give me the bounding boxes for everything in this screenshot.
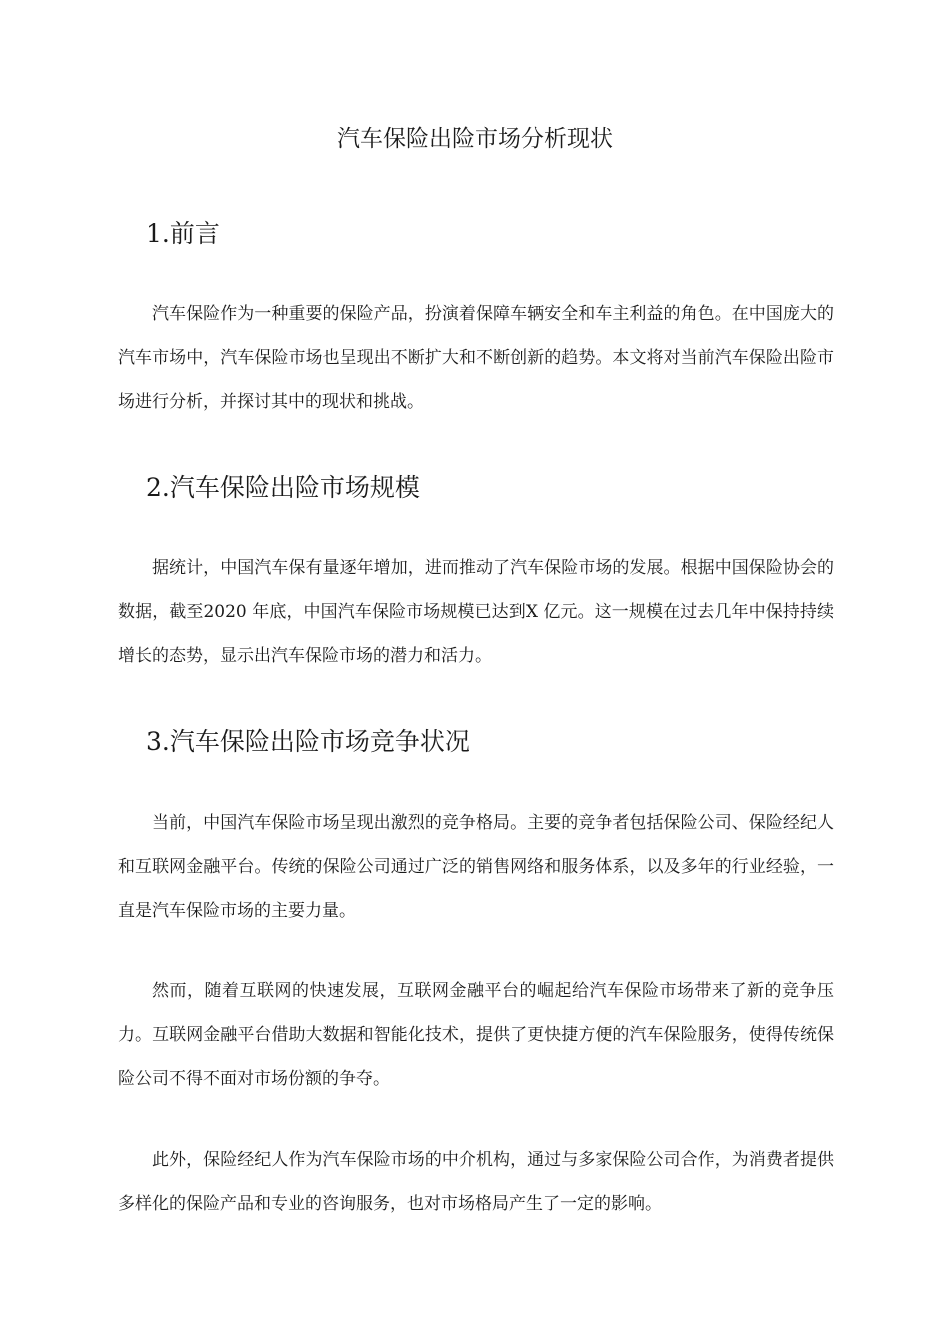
paragraph-preface: 汽车保险作为一种重要的保险产品，扮演着保障车辆安全和车主利益的角色。在中国庞大的汽车市场中，汽车保险市场也呈现出不断扩大和不断创新的趋势。本文将对当前汽车保险出险市场进行分析，并探讨其中的现状和挑战。 bbox=[118, 304, 834, 412]
paragraph-competition-3: 此外，保险经纪人作为汽车保险市场的中介机构，通过与多家保险公司合作，为消费者提供多样化的保险产品和专业的咨询服务，也对市场格局产生了一定的影响。 bbox=[118, 1150, 834, 1214]
section-heading-competition: 3.汽车保险出险市场竞争状况 bbox=[146, 727, 470, 756]
paragraph-market-size: 据统计，中国汽车保有量逐年增加，进而推动了汽车保险市场的发展。根据中国保险协会的数据，截至2020 年底，中国汽车保险市场规模已达到X 亿元。这一规模在过去几年中保持持续增长的态势，显示出汽车保险市场的潜力和活力。 bbox=[118, 558, 834, 666]
paragraph-competition-2: 然而，随着互联网的快速发展，互联网金融平台的崛起给汽车保险市场带来了新的竞争压力。互联网金融平台借助大数据和智能化技术，提供了更快捷方便的汽车保险服务，使得传统保险公司不得不面对市场份额的争夺。 bbox=[118, 981, 834, 1089]
paragraph-competition-1: 当前，中国汽车保险市场呈现出激烈的竞争格局。主要的竞争者包括保险公司、保险经纪人和互联网金融平台。传统的保险公司通过广泛的销售网络和服务体系，以及多年的行业经验，一直是汽车保险市场的主要力量。 bbox=[118, 813, 834, 921]
document-title: 汽车保险出险市场分析现状 bbox=[337, 126, 613, 152]
section-heading-market-size: 2.汽车保险出险市场规模 bbox=[146, 473, 420, 502]
section-heading-preface: 1.前言 bbox=[146, 219, 220, 248]
